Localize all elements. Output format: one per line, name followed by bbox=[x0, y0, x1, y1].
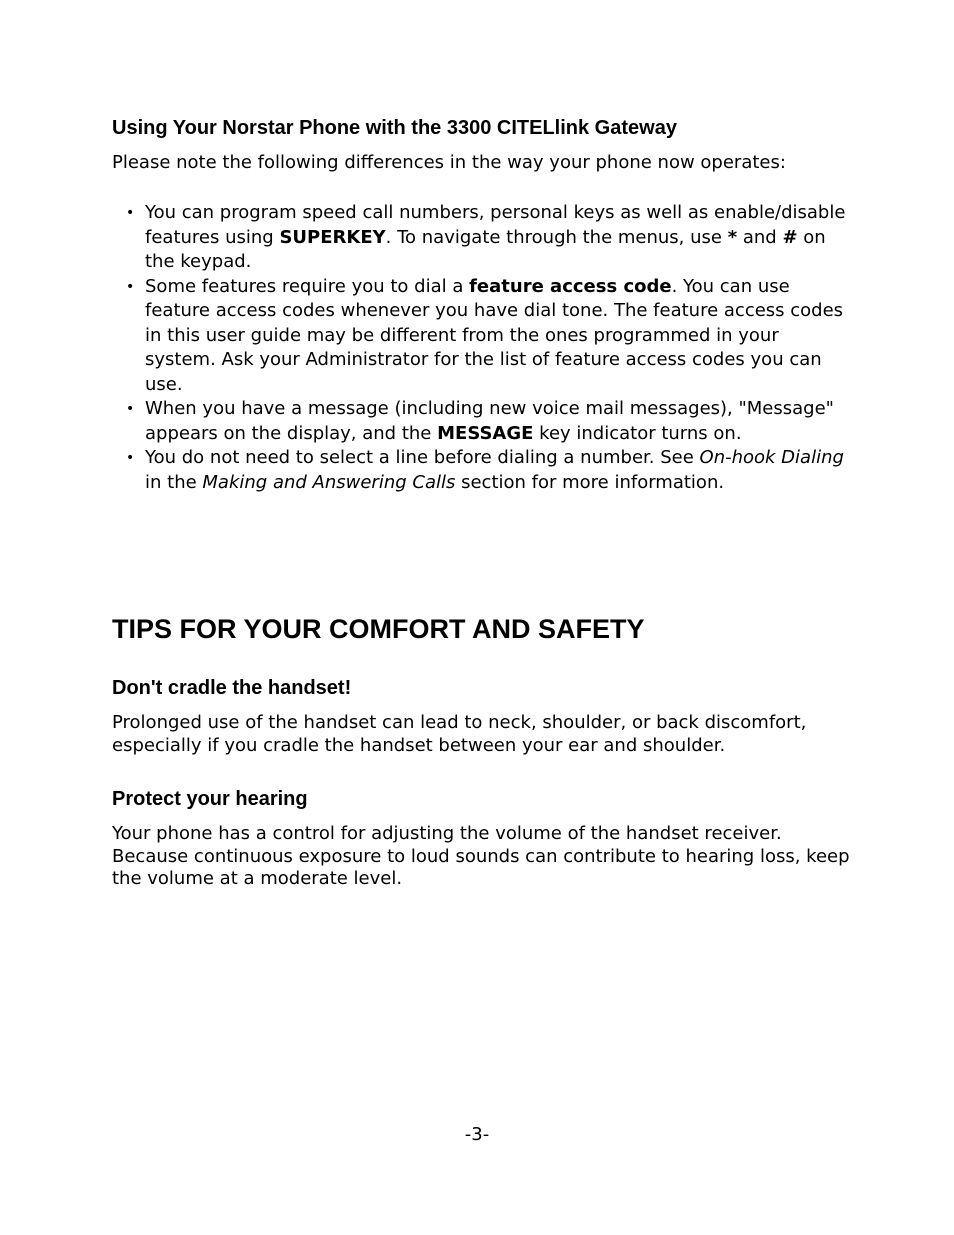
subheading-hearing: Protect your hearing bbox=[112, 788, 308, 810]
feature-access-code-term: feature access code bbox=[469, 275, 672, 297]
list-item bbox=[112, 201, 852, 275]
list-item-text: and bbox=[737, 226, 783, 248]
differences-list bbox=[112, 201, 852, 495]
page-title-tips: TIPS FOR YOUR COMFORT AND SAFETY bbox=[112, 614, 645, 644]
list-item-text: section for more information. bbox=[455, 471, 725, 493]
list-item-text: . You can use feature access codes whenever you have dial tone. The feature access codes in this user guide may be different from the ones programmed in your system. Ask your Administrator for the list of feature access codes you can use. bbox=[145, 275, 844, 395]
bullet-icon: • bbox=[126, 278, 135, 295]
message-key-term: MESSAGE bbox=[437, 422, 534, 444]
bullet-icon: • bbox=[126, 450, 135, 466]
list-item-text: in the bbox=[145, 471, 203, 493]
section-heading-norstar: Using Your Norstar Phone with the 3300 CITELlink Gateway bbox=[112, 117, 677, 139]
list-item-text: You do not need to select a line before dialing a number. See bbox=[145, 447, 700, 468]
list-item-text: . To navigate through the menus, use bbox=[385, 226, 728, 248]
list-item bbox=[112, 446, 852, 495]
list-item-text: Some features require you to dial a bbox=[145, 275, 470, 297]
hearing-paragraph: Your phone has a control for adjusting the volume of the handset receiver. Because continuous exposure to loud sounds can contribute to hearing loss, keep the volume at a moderate level. bbox=[112, 823, 850, 889]
list-item-text: You can program speed call numbers, personal keys as well as enable/disable features using bbox=[145, 202, 846, 248]
page-number: -3- bbox=[464, 1124, 490, 1145]
list-item-text: on the keypad. bbox=[145, 226, 826, 272]
on-hook-dialing-reference: On-hook Dialing bbox=[699, 447, 844, 468]
making-answering-calls-reference: Making and Answering Calls bbox=[202, 471, 456, 493]
star-key-term: * bbox=[727, 226, 738, 248]
bullet-icon: • bbox=[126, 401, 135, 417]
list-item bbox=[112, 397, 852, 446]
list-item bbox=[112, 275, 852, 398]
superkey-term: SUPERKEY bbox=[279, 226, 386, 248]
subheading-cradle: Don't cradle the handset! bbox=[112, 677, 352, 699]
hash-key-term: # bbox=[782, 226, 798, 248]
bullet-icon: • bbox=[126, 205, 135, 221]
list-item-text: When you have a message (including new voice mail messages), "Message" appears on the display, and the bbox=[145, 398, 834, 444]
list-item-text: key indicator turns on. bbox=[533, 422, 742, 444]
intro-paragraph: Please note the following differences in the way your phone now operates: bbox=[112, 152, 786, 173]
cradle-paragraph: Prolonged use of the handset can lead to neck, shoulder, or back discomfort, especially if you cradle the handset between your ear and shoulder. bbox=[112, 712, 807, 756]
